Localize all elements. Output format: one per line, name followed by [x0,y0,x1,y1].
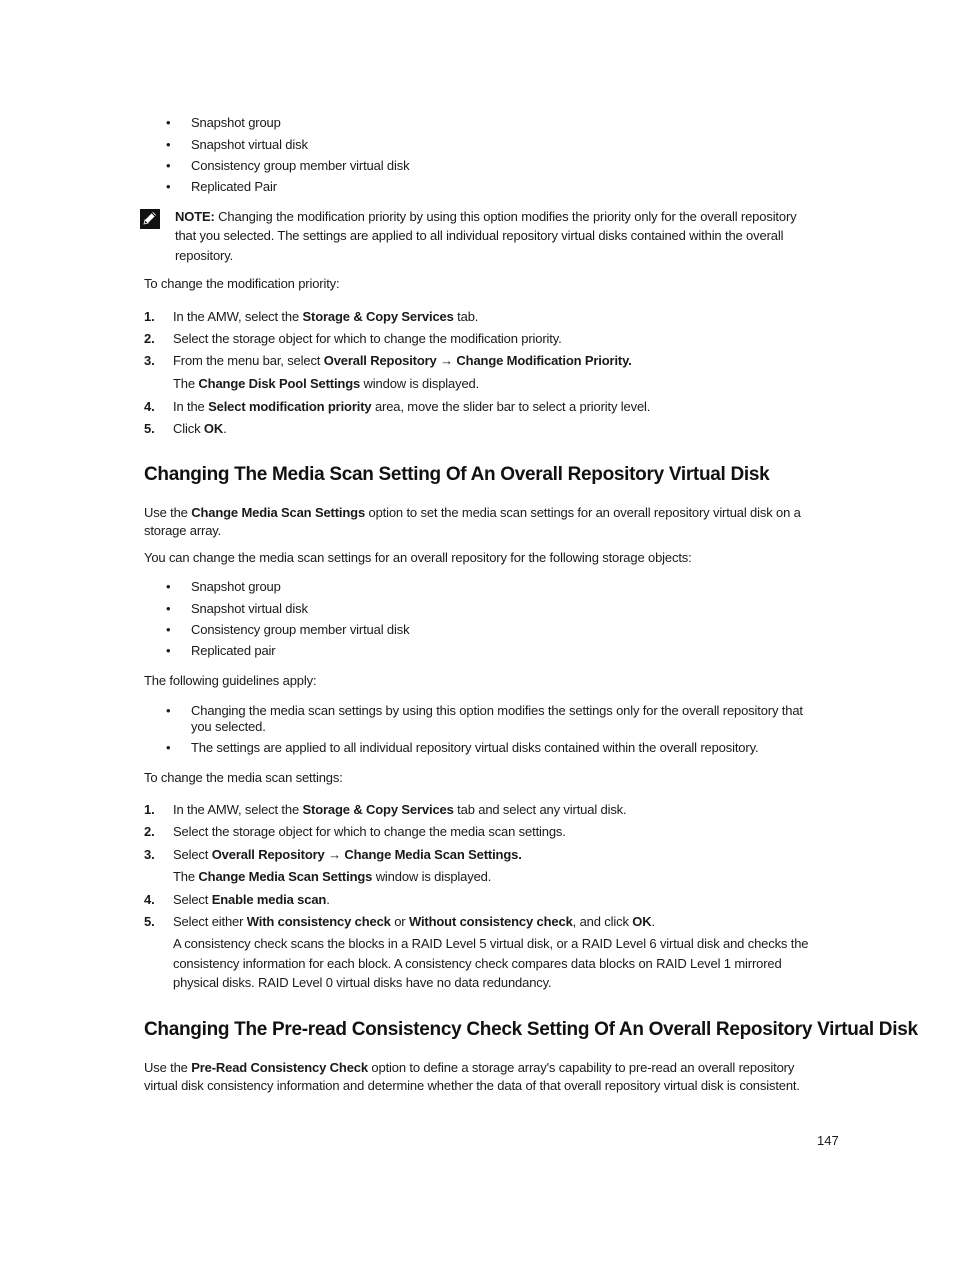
step-item: 1. In the AMW, select the Storage & Copy Services tab and select any virtual disk. [144,802,627,817]
step-subtext: physical disks. RAID Level 0 virtual disks have no data redundancy. [173,975,552,990]
note-line: NOTE: Changing the modification priority by using this option modifies the priority only for the overall repository [175,209,797,224]
paragraph: storage array. [144,523,222,538]
step-item: 4. In the Select modification priority area, move the slider bar to select a priority level. [144,399,651,414]
step-item: 3. Select Overall Repository → Change Media Scan Settings. [144,847,522,862]
step-item: 2. Select the storage object for which to change the media scan settings. [144,824,566,839]
bullet-icon: • [166,137,171,152]
paragraph: You can change the media scan settings for an overall repository for the following storage objects: [144,550,692,565]
step-item: 2. Select the storage object for which to change the modification priority. [144,331,562,346]
bullet-icon: • [166,601,171,616]
step-item: 4. Select Enable media scan. [144,892,330,907]
paragraph: Use the Pre-Read Consistency Check option to define a storage array's capability to pre-read an overall repository [144,1060,795,1075]
paragraph: To change the media scan settings: [144,770,343,785]
note-line: repository. [175,248,234,263]
step-item: 3. From the menu bar, select Overall Repository → Change Modification Priority. [144,353,632,368]
bullet-icon: • [166,740,171,755]
bullet-icon: • [166,579,171,594]
bullet-icon: • [166,179,171,194]
step-item: 5. Click OK. [144,421,227,436]
step-subtext: A consistency check scans the blocks in a RAID Level 5 virtual disk, or a RAID Level 6 virtual disk and checks the [173,936,809,951]
section-heading: Changing The Media Scan Setting Of An Overall Repository Virtual Disk [144,464,770,485]
bullet-icon: • [166,622,171,637]
section-heading: Changing The Pre-read Consistency Check Setting Of An Overall Repository Virtual Disk [144,1019,918,1040]
bullet-icon: • [166,115,171,130]
paragraph: virtual disk consistency information and determine whether the data of that overall repository virtual disk is consistent. [144,1078,800,1093]
note-line: that you selected. The settings are applied to all individual repository virtual disks contained within the overall [175,228,784,243]
paragraph: The following guidelines apply: [144,673,317,688]
bullet-icon: • [166,703,171,718]
step-subtext: consistency information for each block. A consistency check compares data blocks on RAID Level 1 mirrored [173,956,782,971]
pencil-note-icon [140,209,160,229]
bullet-icon: • [166,158,171,173]
step-item: 5. Select either With consistency check or Without consistency check, and click OK. [144,914,655,929]
step-subtext: The Change Media Scan Settings window is displayed. [173,869,492,884]
step-subtext: The Change Disk Pool Settings window is displayed. [173,376,480,391]
list-item-continuation: you selected. [191,719,266,734]
paragraph: Use the Change Media Scan Settings option to set the media scan settings for an overall repository virtual disk on a [144,505,801,520]
document-page: • Snapshot group • Snapshot virtual disk • Consistency group member virtual disk • Replicated Pair NOTE: Changing the modification priority by using this option modifies the priority only for the overall repository that you selected. The settings are applied to all individual repository virtual disks contained within the overall repository. To change the modification priority: 1. In the AMW, select the Storage & Copy Services tab. 2. Select the storage object for which to change the modification priority. 3. From the menu bar, select Overall Repository → Change Modification Priority. The Change Disk Pool Settings window is displayed. 4. In the Select modification priority area, move the slider bar to select a priority level. 5. Click OK. Changing The Media Scan Setting Of An Overall Repository Virtual Disk Use the Change Media Scan Settings option to set the media scan settings for an overall repository virtual disk on a storage array. You can change the media scan settings for an overall repository for the following storage objects: • Snapshot group • Snapshot virtual disk • Consistency group member virtual disk • Replicated pair The following guidelines apply: • Changing the media scan settings by using this option modifies the settings only for the overall repository that you selected. • The settings are applied to all individual repository virtual disks contained within the overall repository. To change the media scan settings: 1. In the AMW, select the Storage & Copy Services tab and select any virtual disk. 2. Select the storage object for which to change the media scan settings. 3. Select Overall Repository → Change Media Scan Settings. The Change Media Scan Settings window is displayed. 4. Select Enable media scan. 5. Select either With consistency check or Without consistency check, and click OK. A consistency check scans the blocks in a RAID Level 5 virtual disk, or a RAID Level 6 virtual disk and checks the consistency information for each block. A consistency check compares data blocks on RAID Level 1 mirrored physical disks. RAID Level 0 virtual disks have no data redundancy. Changing The Pre-read Consistency Check Setting Of An Overall Repository Virtual Disk Use the Pre-Read Consistency Check option to define a storage array's capability to pre-read an overall repository virtual disk consistency information and determine whether the data of that overall repository virtual disk is consistent. 147 [0,0,954,1268]
paragraph: To change the modification priority: [144,276,340,291]
bullet-icon: • [166,643,171,658]
page-number: 147 [817,1133,839,1148]
step-item: 1. In the AMW, select the Storage & Copy Services tab. [144,309,479,324]
